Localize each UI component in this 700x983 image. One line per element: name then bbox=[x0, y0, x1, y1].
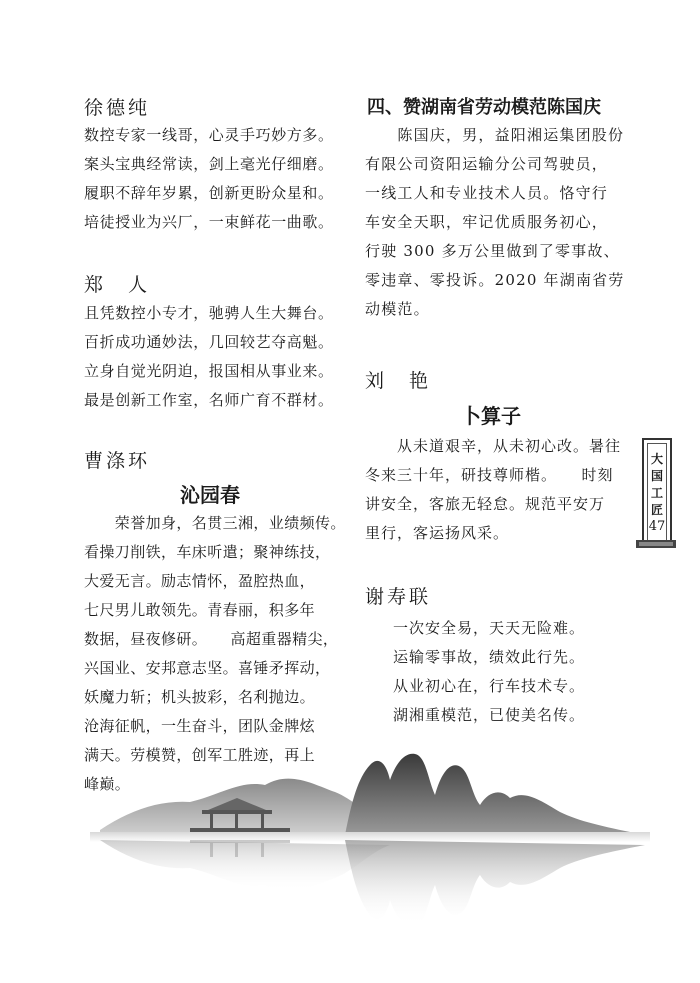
bio-paragraph bbox=[365, 121, 625, 324]
poem-title-qinyuanchun: 沁园春 bbox=[180, 483, 240, 507]
side-tab-char: 大 bbox=[650, 452, 663, 466]
bio-line: 陈国庆，男，益阳湘运集团股份 bbox=[365, 126, 625, 144]
poem-zheng bbox=[84, 299, 334, 415]
author-name-liu: 刘 艳 bbox=[365, 370, 432, 392]
side-tab-char: 匠 bbox=[650, 503, 663, 517]
hills-reflection bbox=[100, 840, 390, 891]
poem-xie bbox=[393, 614, 585, 730]
poem-line: 运输零事故，绩效此行先。 bbox=[393, 648, 586, 666]
poem-line: 满天。劳模赞，创军工胜迹，再上 bbox=[84, 746, 316, 764]
bio-line: 有限公司资阳运输分公司驾驶员， bbox=[365, 155, 609, 173]
page-number: 47 bbox=[648, 519, 666, 534]
poem-line: 从业初心在，行车技术专。 bbox=[393, 677, 586, 695]
poem-line: 数据，昼夜修研。 高超重器精尖， bbox=[84, 630, 339, 648]
poem-line: 冬来三十年，研技尊师楷。 时刻 bbox=[365, 466, 614, 484]
poem-line: 沧海征帆，一生奋斗，团队金牌炫 bbox=[84, 717, 316, 735]
peaks-reflection bbox=[345, 840, 645, 926]
poem-line: 讲安全，客旅无轻怠。规范平安万 bbox=[365, 495, 606, 513]
poem-line: 培徒授业为兴厂，一束鲜花一曲歌。 bbox=[84, 213, 334, 231]
poem-line: 从未道艰辛，从未初心改。暑往 bbox=[365, 437, 622, 455]
poem-line: 大爱无言。励志情怀，盈腔热血， bbox=[84, 572, 316, 590]
poem-line: 看操刀削铁，车床听遣；聚神练技， bbox=[84, 543, 331, 561]
bio-line: 动模范。 bbox=[365, 300, 430, 318]
author-name-xie: 谢寿联 bbox=[365, 586, 432, 608]
landscape-illustration bbox=[90, 740, 650, 980]
poem-liu bbox=[365, 432, 621, 548]
poem-line: 里行，客运扬风采。 bbox=[365, 524, 510, 542]
poem-xu bbox=[84, 121, 334, 237]
section-heading: 四、赞湖南省劳动模范陈国庆 bbox=[367, 97, 601, 118]
poem-line: 七尺男儿敢领先。青春丽，积多年 bbox=[84, 601, 316, 619]
author-name-xu: 徐德纯 bbox=[84, 97, 151, 119]
poem-line: 百折成功通妙法，几回较艺夺高魁。 bbox=[84, 333, 334, 351]
poem-line: 湖湘重模范，已使美名传。 bbox=[393, 706, 586, 724]
bio-line: 行驶 300 多万公里做到了零事故、 bbox=[365, 242, 620, 260]
poem-line: 最是创新工作室，名师广育不群材。 bbox=[84, 391, 334, 409]
poem-line: 妖魔力斩；机头披彩，名利抛边。 bbox=[84, 688, 316, 706]
poem-line: 一次安全易，天天无险难。 bbox=[393, 619, 586, 637]
poem-line: 立身自觉光阴迫，报国相从事业来。 bbox=[84, 362, 334, 380]
poem-line: 兴国业、安邦意志坚。喜锤矛挥动， bbox=[84, 659, 331, 677]
poem-line: 案头宝典经常读，剑上毫光仔细磨。 bbox=[84, 155, 334, 173]
poem-line: 荣誉加身，名贯三湘，业绩频传。 bbox=[84, 514, 346, 532]
side-tab-char: 国 bbox=[650, 469, 663, 483]
side-tab-char: 工 bbox=[650, 486, 663, 500]
karst-peaks bbox=[345, 754, 645, 835]
bio-line: 一线工人和专业技术人员。恪守行 bbox=[365, 184, 609, 202]
poem-line: 且凭数控小专才，驰骋人生大舞台。 bbox=[84, 304, 334, 322]
poem-title-busuanzi: 卜算子 bbox=[461, 404, 521, 428]
chapter-side-tab bbox=[642, 438, 672, 548]
author-name-cao: 曹涤环 bbox=[84, 450, 151, 472]
poem-line: 峰巅。 bbox=[84, 775, 131, 793]
poem-line: 数控专家一线哥，心灵手巧妙方多。 bbox=[84, 126, 334, 144]
bio-line: 车安全天职，牢记优质服务初心， bbox=[365, 213, 609, 231]
author-name-zheng: 郑 人 bbox=[84, 274, 151, 296]
bio-line: 零违章、零投诉。2020 年湖南省劳 bbox=[365, 271, 625, 289]
side-tab-ornament bbox=[636, 540, 676, 548]
poem-line: 履职不辞年岁累，创新更盼众星和。 bbox=[84, 184, 334, 202]
